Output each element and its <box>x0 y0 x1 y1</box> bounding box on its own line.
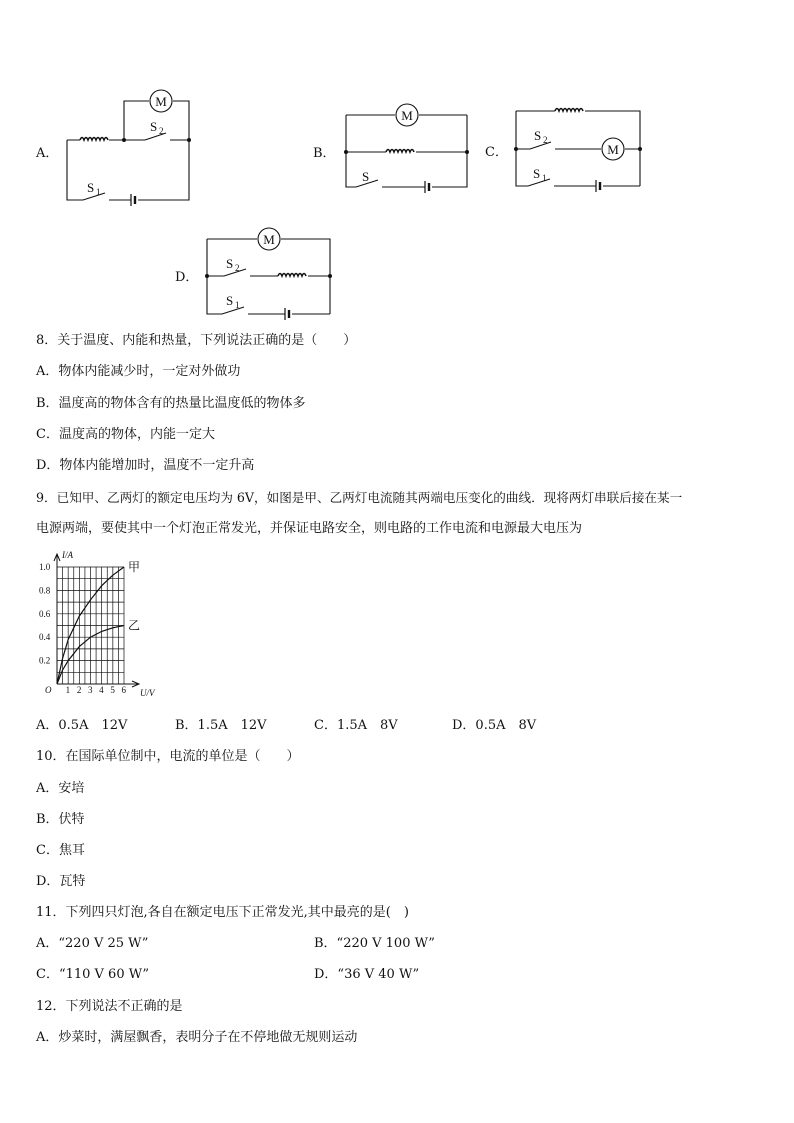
switch-a-s1: S <box>87 180 95 195</box>
motor-c-label: M <box>607 142 619 157</box>
switch-c-s2: S <box>534 128 542 143</box>
switch-a-s2: S <box>150 119 158 134</box>
motor-d-label: M <box>263 232 275 247</box>
switch-d-s2: S <box>226 256 234 271</box>
q9-option-d: D．0.5A 8V <box>452 718 537 733</box>
switch-a-s2-sub: 2 <box>159 126 164 136</box>
q9-option-a: A．0.5A 12V <box>36 718 128 733</box>
series-label-2: 乙 <box>128 618 141 633</box>
switch-c-s1: S <box>533 166 541 181</box>
q11-stem: 11．下列四只灯泡,各自在额定电压下正常发光,其中最亮的是( ) <box>36 905 409 920</box>
q8-option-d: D．物体内能增加时，温度不一定升高 <box>36 458 255 473</box>
y-tick-label: 0.8 <box>39 585 51 596</box>
origin-label: O <box>45 685 52 695</box>
option-c-label: C． <box>485 145 508 160</box>
y-tick-label: 0.4 <box>39 632 51 643</box>
q10-option-c: C．焦耳 <box>36 843 85 858</box>
q9-option-c: C．1.5A 8V <box>314 718 398 733</box>
option-a-label: A． <box>36 146 59 161</box>
x-tick-label: 5 <box>110 685 115 695</box>
q10-stem: 10．在国际单位制中，电流的单位是（ ） <box>36 749 300 764</box>
switch-d-s1-sub: 1 <box>235 300 240 310</box>
x-axis-label: U/V <box>140 688 155 698</box>
motor-b-label: M <box>401 108 413 123</box>
q11-option-a: A．“220 V 25 W” <box>36 936 149 951</box>
option-d-label: D． <box>175 270 199 285</box>
q9-option-b: B．1.5A 12V <box>175 718 267 733</box>
q9-stem-line1: 9．已知甲、乙两灯的额定电压均为 6V，如图是甲、乙两灯电流随其两端电压变化的曲线．现将两灯串联后接在某一 <box>36 490 683 505</box>
q12-stem: 12．下列说法不正确的是 <box>36 999 183 1014</box>
q8-option-c: C．温度高的物体，内能一定大 <box>36 427 215 442</box>
series-label-1: 甲 <box>128 560 141 574</box>
x-tick-label: 3 <box>88 685 93 695</box>
y-tick-label: 0.2 <box>39 655 51 666</box>
q8-option-b: B．温度高的物体含有的热量比温度低的物体多 <box>36 396 306 411</box>
option-b-label: B． <box>313 146 336 161</box>
q11-option-c: C．“110 V 60 W” <box>36 967 149 982</box>
motor-a-label: M <box>155 94 167 109</box>
switch-d-s2-sub: 2 <box>235 263 240 273</box>
x-tick-label: 6 <box>121 685 126 695</box>
q11-option-d: D．“36 V 40 W” <box>314 967 420 982</box>
q10-option-a: A．安培 <box>36 781 85 796</box>
switch-c-s1-sub: 1 <box>542 173 547 183</box>
q10-option-d: D．瓦特 <box>36 874 86 889</box>
y-tick-label: 0.6 <box>39 608 51 619</box>
q9-stem-line2: 电源两端，要使其中一个灯泡正常发光，并保证电路安全，则电路的工作电流和电源最大电压为 <box>36 521 583 536</box>
switch-b-s: S <box>362 169 370 184</box>
switch-c-s2-sub: 2 <box>543 135 548 145</box>
y-tick-label: 1.0 <box>39 562 51 572</box>
q8-option-a: A．物体内能减少时，一定对外做功 <box>36 364 241 379</box>
q10-option-b: B．伏特 <box>36 812 85 827</box>
x-tick-label: 2 <box>76 685 82 695</box>
switch-d-s1: S <box>226 293 234 308</box>
x-tick-label: 1 <box>65 685 71 695</box>
x-tick-label: 4 <box>99 685 104 695</box>
y-axis-label: I/A <box>62 550 73 560</box>
q11-option-b: B．“220 V 100 W” <box>314 936 435 951</box>
switch-a-s1-sub: 1 <box>96 187 101 197</box>
q12-option-a: A．炒菜时，满屋飘香，表明分子在不停地做无规则运动 <box>36 1030 358 1045</box>
q8-stem: 8．关于温度、内能和热量，下列说法正确的是（ ） <box>36 333 357 348</box>
